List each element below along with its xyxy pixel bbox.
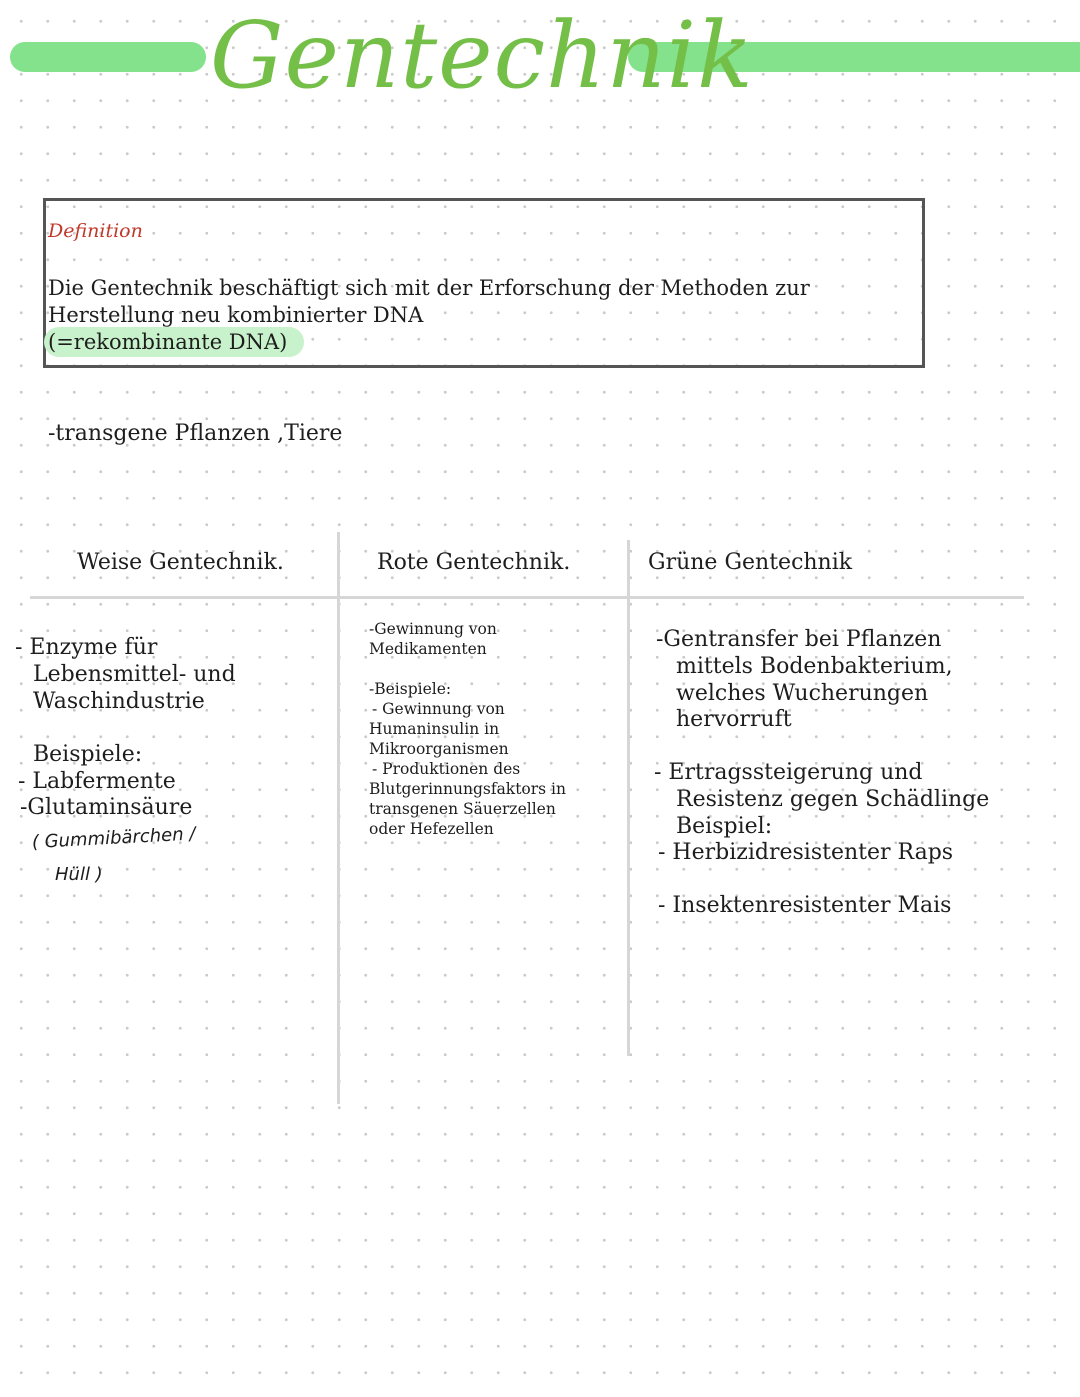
gruene-line-6: Resistenz gegen Schädlinge [676,787,990,812]
transgenic-note: -transgene Pflanzen ,Tiere [48,421,343,446]
gruene-line-5: - Ertragssteigerung und [654,760,923,785]
rote-line-5: Humaninsulin in [369,720,500,738]
gruene-line-9: - Insektenresistenter Mais [658,893,952,918]
gruene-line-8: - Herbizidresistenter Raps [658,840,954,865]
rote-line-7: - Produktionen des [372,760,521,778]
gruene-line-2: mittels Bodenbakterium, [676,654,953,679]
weise-handwritten-2: Hüll ) [55,864,103,885]
table-header-divider [30,596,1024,599]
left-green-bar [10,42,206,72]
rote-line-9: transgenen Säuerzellen [369,800,556,818]
rote-line-3: -Beispiele: [369,680,452,698]
rote-line-8: Blutgerinnungsfaktors in [369,780,566,798]
weise-line-1: - Enzyme für [15,635,158,660]
rote-line-10: oder Hefezellen [369,820,494,838]
page-title: Gentechnik [210,2,754,109]
gruene-line-7: Beispiel: [676,814,773,839]
column-divider-2 [627,540,630,1056]
heading-gruene: Grüne Gentechnik [648,550,853,575]
weise-line-3: Waschindustrie [33,689,205,714]
weise-handwritten-1: ( Gummibärchen / [31,823,196,853]
rote-line-1: -Gewinnung von [369,620,497,638]
rote-line-4: - Gewinnung von [372,700,505,718]
heading-weise: Weise Gentechnik. [77,550,284,575]
definition-line-2: Herstellung neu kombinierter DNA [48,303,424,327]
weise-examples-label: Beispiele: [33,742,143,767]
heading-rote: Rote Gentechnik. [377,550,571,575]
rote-line-2: Medikamenten [369,640,487,658]
rote-line-6: Mikroorganismen [369,740,509,758]
weise-example-1: - Labfermente [18,769,176,794]
definition-line-3: (=rekombinante DNA) [48,330,288,354]
gruene-line-4: hervorruft [676,707,792,732]
definition-label: Definition [48,220,143,242]
weise-line-2: Lebensmittel- und [33,662,236,687]
gruene-line-3: welches Wucherungen [676,681,929,706]
weise-example-2: -Glutaminsäure [20,795,193,820]
definition-line-1: Die Gentechnik beschäftigt sich mit der Erforschung der Methoden zur [48,276,810,300]
gruene-line-1: -Gentransfer bei Pflanzen [656,627,942,652]
column-divider-1 [337,532,340,1104]
